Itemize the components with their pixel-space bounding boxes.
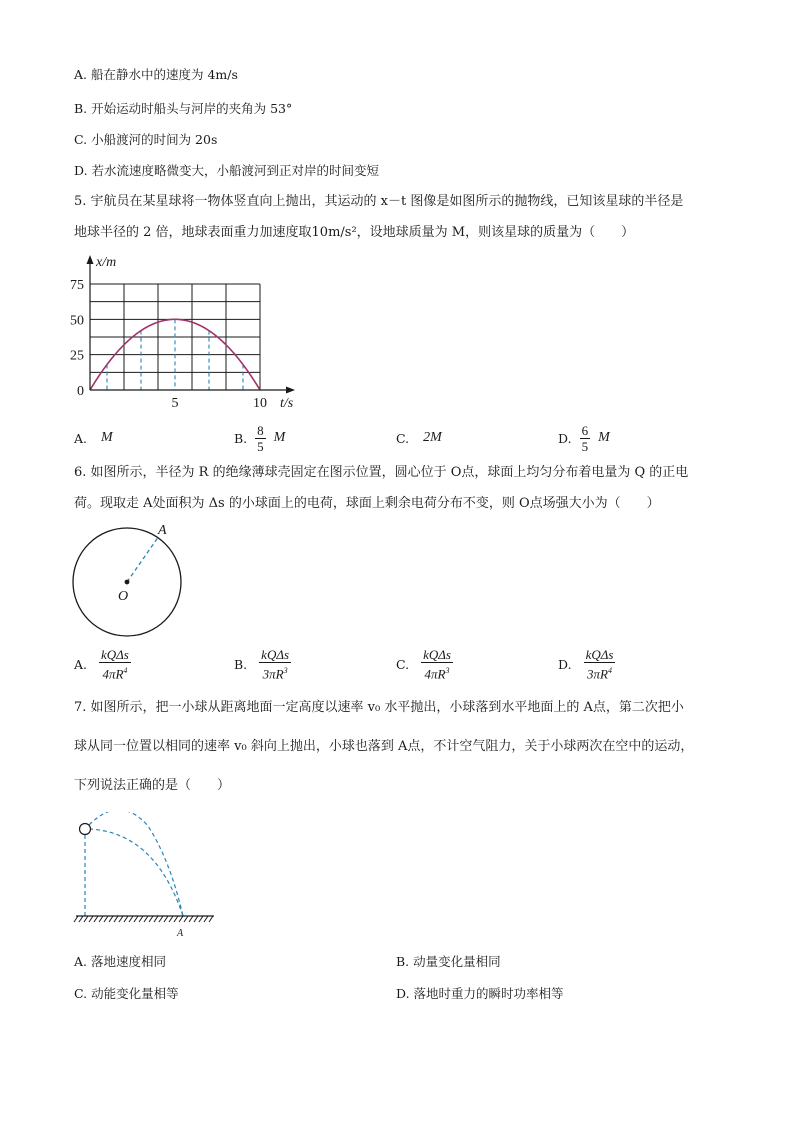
label-o: O <box>118 589 129 604</box>
q6-option-a-fraction <box>99 647 131 681</box>
q6-option-b-fraction <box>259 647 291 681</box>
ground-hatch-line <box>114 916 118 922</box>
ground-hatch-line <box>89 916 93 922</box>
q5-option-a-label: A. <box>74 430 88 446</box>
q6-option-a-label: A. <box>74 656 88 672</box>
chart-y-tick-label: 25 <box>70 348 84 364</box>
q7-stem-line2: 球从同一位置以相同的速率 v₀ 斜向上抛出，小球也落到 A点，不计空气阻力，关于小球两次在空中的运动， <box>74 739 694 754</box>
q6-option-d-den-exp: 4 <box>607 665 612 675</box>
q4-option-b: B. 开始运动时船头与河岸的夹角为 53° <box>74 101 293 116</box>
q5-option-a-value: M <box>101 430 113 445</box>
q4-option-d: D. 若水流速度略微变大，小船渡河到正对岸的时间变短 <box>74 163 380 178</box>
q6-option-c-den <box>421 663 453 681</box>
ground-hatch-line <box>139 916 143 922</box>
q6-option-a-den-base: 4πR <box>102 666 124 682</box>
q4-option-a: A. 船在静水中的速度为 4m/s <box>74 67 238 82</box>
q6-option-d-fraction <box>584 647 616 681</box>
ground-hatch-line <box>84 916 88 922</box>
ground-hatch-line <box>174 916 178 922</box>
ground-hatch-line <box>149 916 153 922</box>
chart-y-axis-label: x/m <box>96 255 117 270</box>
horizontal-throw-trajectory <box>89 829 183 916</box>
q5-option-b <box>234 416 285 460</box>
center-point <box>125 580 130 585</box>
q5-option-b-den: 5 <box>257 438 264 454</box>
q5-stem-line1: 5. 宇航员在某星球将一物体竖直向上抛出，其运动的 x－t 图像是如图所示的抛物线，已知该星球的半径是 <box>74 194 684 209</box>
q5-option-b-var: M <box>273 430 286 445</box>
chart-x-tick-label: 10 <box>253 396 267 410</box>
q6-option-a-den <box>99 663 131 681</box>
q6-option-d-label: D. <box>558 656 572 672</box>
q5-option-d-var: M <box>598 430 610 445</box>
label-a: A <box>158 523 167 538</box>
ground-hatch-line <box>164 916 168 922</box>
q6-stem-line1: 6. 如图所示，半径为 R 的绝缘薄球壳固定在图示位置，圆心位于 O点，球面上均匀分布着电量为 Q 的正电 <box>74 465 689 480</box>
q6-stem-line2: 荷。现取走 A处面积为 Δs 的小球面上的电荷，球面上剩余电荷分布不变，则 O点场强大小为（ ） <box>74 496 660 511</box>
q6-option-b-label: B. <box>234 656 248 672</box>
ground-hatch-line <box>124 916 128 922</box>
ground-hatch-line <box>184 916 188 922</box>
ball <box>80 824 91 835</box>
q5-option-d-label: D. <box>558 430 572 446</box>
sphere-figure <box>66 518 196 638</box>
oblique-throw-trajectory <box>89 812 183 916</box>
q6-option-b-num: kQΔs <box>261 646 290 662</box>
q5-option-a <box>74 418 113 458</box>
ground-hatch-line <box>154 916 158 922</box>
ground-hatch-line <box>144 916 148 922</box>
q6-option-a <box>74 643 131 685</box>
ground-hatch-line <box>74 916 78 922</box>
q6-option-a-num: kQΔs <box>101 646 129 662</box>
q5-option-c-value: 2M <box>423 430 442 445</box>
q7-option-b: B. 动量变化量相同 <box>396 954 501 969</box>
ground-hatch-line <box>179 916 183 922</box>
label-a-ground: A <box>177 928 184 939</box>
xt-chart <box>68 250 318 410</box>
chart-y-tick-label: 50 <box>70 313 84 329</box>
q5-option-b-fraction <box>255 423 266 454</box>
ground-hatch-line <box>159 916 163 922</box>
chart-y-tick-label: 0 <box>77 384 84 399</box>
q6-option-d-den-base: 3πR <box>587 666 608 682</box>
q7-stem-line1: 7. 如图所示，把一小球从距离地面一定高度以速率 v₀ 水平抛出，小球落到水平地面上的 A点，第二次把小 <box>74 700 684 715</box>
q6-option-c <box>396 643 453 685</box>
q7-option-a: A. 落地速度相同 <box>74 954 166 969</box>
projectile-figure <box>70 812 220 942</box>
q6-option-d-den <box>584 663 616 681</box>
chart-y-tick-label: 75 <box>70 278 84 293</box>
q5-option-b-num: 8 <box>257 422 264 438</box>
q6-option-d <box>558 643 615 685</box>
q6-option-c-fraction <box>421 647 453 681</box>
ground-hatch-line <box>134 916 138 922</box>
ground-hatch-line <box>99 916 103 922</box>
chart-x-tick-label: 5 <box>171 396 179 410</box>
ground-hatch-line <box>194 916 198 922</box>
q5-option-d-num: 6 <box>581 422 589 438</box>
ground-hatch-line <box>129 916 133 922</box>
q6-option-b <box>234 643 291 685</box>
q4-option-c: C. 小船渡河的时间为 20s <box>74 132 218 147</box>
ground-hatch-line <box>169 916 173 922</box>
ground-hatch-line <box>109 916 113 922</box>
ground-hatch-line <box>79 916 83 922</box>
ground-hatch-line <box>199 916 203 922</box>
ground-hatch <box>74 916 213 922</box>
q5-option-d-fraction <box>580 423 591 454</box>
q6-option-c-label: C. <box>396 656 410 672</box>
q5-option-c <box>396 418 442 458</box>
ground-hatch-line <box>119 916 123 922</box>
ground-hatch-line <box>104 916 108 922</box>
q6-option-b-den-exp: 3 <box>283 665 288 675</box>
ground-hatch-line <box>189 916 193 922</box>
chart-x-axis-arrow <box>286 387 295 394</box>
q5-stem-line2: 地球半径的 2 倍，地球表面重力加速度取10m/s²，设地球质量为 M，则该星球的质量为（ ） <box>74 225 635 240</box>
q6-option-d-num: kQΔs <box>585 646 614 662</box>
q6-option-b-den <box>259 663 291 681</box>
q7-option-c: C. 动能变化量相等 <box>74 986 179 1001</box>
q7-option-d: D. 落地时重力的瞬时功率相等 <box>396 986 564 1001</box>
q6-option-c-num: kQΔs <box>423 646 451 662</box>
chart-x-axis-label: t/s <box>280 396 294 410</box>
q5-option-c-label: C. <box>396 430 410 446</box>
q7-stem-line3: 下列说法正确的是（ ） <box>74 778 231 793</box>
q5-option-b-label: B. <box>234 430 248 446</box>
ground-hatch-line <box>204 916 208 922</box>
ground-hatch-line <box>209 916 213 922</box>
radius-dashed-line <box>127 536 159 582</box>
q6-option-c-den-base: 4πR <box>424 666 446 682</box>
q5-option-d <box>558 416 610 460</box>
q6-option-c-den-exp: 3 <box>445 665 450 675</box>
q5-option-d-den: 5 <box>581 438 589 454</box>
q6-option-a-den-exp: 4 <box>123 665 128 675</box>
chart-y-axis-arrow <box>87 255 94 264</box>
ground-hatch-line <box>94 916 98 922</box>
q6-option-b-den-base: 3πR <box>262 666 284 682</box>
